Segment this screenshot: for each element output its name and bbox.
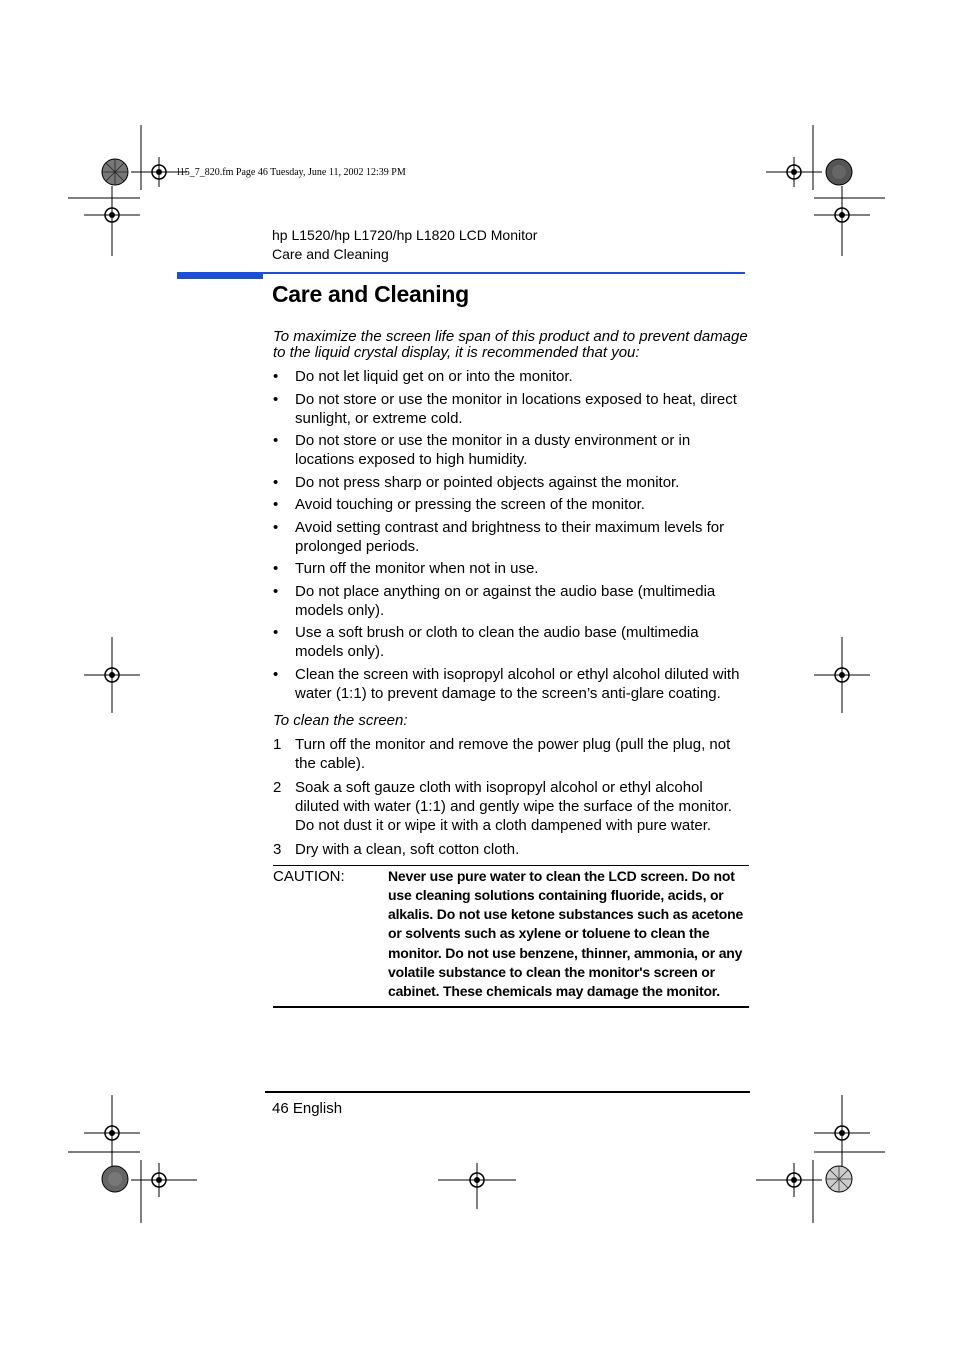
intro-paragraph: To maximize the screen life span of this product and to prevent damage to the liquid crystal display, it is recommended that you:	[273, 328, 748, 361]
bullet-icon: •	[273, 473, 279, 491]
registration-mark-icon	[84, 186, 140, 256]
bullet-icon: •	[273, 582, 279, 600]
file-slug: l15_7_820.fm Page 46 Tuesday, June 11, 2002 12:39 PM	[177, 167, 406, 178]
recommendation-list	[273, 367, 749, 703]
registration-mark-icon	[84, 1095, 140, 1171]
list-item: • Clean the screen with isopropyl alcohol or ethyl alcohol diluted with water (1:1) to prevent damage to the screen’s anti-glare coating.	[273, 665, 740, 702]
bullet-icon: •	[273, 368, 279, 385]
page-footer: 46 English	[272, 1100, 343, 1117]
list-item: • Do not place anything on or against the audio base (multimedia models only).	[273, 582, 716, 619]
step-number: 3	[273, 840, 282, 858]
accent-rule	[263, 272, 745, 274]
bullet-icon: •	[273, 518, 279, 536]
color-rosette-icon	[101, 158, 129, 186]
registration-mark-icon	[814, 186, 870, 256]
running-header-product: hp L1520/hp L1720/hp L1820 LCD Monitor	[272, 227, 538, 243]
bullet-icon: •	[273, 390, 279, 408]
running-header-section: Care and Cleaning	[272, 246, 389, 262]
list-item: • Turn off the monitor when not in use.	[273, 560, 539, 577]
cleaning-steps	[273, 735, 749, 859]
list-item: • Use a soft brush or cloth to clean the audio base (multimedia models only).	[273, 624, 699, 660]
list-item: • Do not store or use the monitor in a dusty environment or in locations exposed to high humidity.	[273, 432, 691, 468]
color-rosette-icon	[825, 158, 853, 186]
list-item: • Do not store or use the monitor in locations exposed to heat, direct sunlight, or extreme cold.	[273, 390, 737, 427]
registration-mark-icon	[438, 1163, 516, 1209]
main-content	[273, 329, 749, 1008]
steps-heading: To clean the screen:	[273, 711, 408, 729]
list-item: • Do not let liquid get on or into the monitor.	[273, 368, 573, 385]
step-number: 2	[273, 778, 282, 796]
accent-bar	[177, 272, 263, 279]
bullet-icon: •	[273, 496, 279, 513]
registration-mark-icon	[756, 1163, 822, 1197]
registration-mark-icon	[814, 637, 870, 713]
footer-rule	[265, 1091, 750, 1093]
bullet-icon: •	[273, 624, 279, 641]
bullet-icon: •	[273, 665, 279, 683]
color-rosette-icon	[101, 1165, 129, 1193]
step-item: 3 Dry with a clean, soft cotton cloth.	[273, 840, 520, 858]
registration-mark-icon	[131, 1163, 197, 1197]
caution-label: CAUTION:	[273, 867, 345, 885]
page-title: Care and Cleaning	[272, 281, 469, 307]
registration-mark-icon	[814, 1095, 870, 1171]
caution-box	[273, 865, 749, 1008]
list-item: • Avoid setting contrast and brightness to their maximum levels for prolonged periods.	[273, 518, 725, 555]
bullet-icon: •	[273, 432, 279, 449]
step-number: 1	[273, 735, 282, 753]
caution-text: Never use pure water to clean the LCD screen. Do not use cleaning solutions containing fluoride, acids, or alkalis. Do not use ketone substances such as acetone or solvents such as xylene or toluene to clean the monitor. Do not use benzene, thinner, ammonia, or any volatile substance to clean the monitor's screen or cabinet. These chemicals may damage the monitor.	[388, 867, 744, 1000]
step-item: 2 Soak a soft gauze cloth with isopropyl alcohol or ethyl alcohol diluted with water (1:1) and gently wipe the surface of the monitor. Do not dust it or wipe it with a cloth dampened with pure water.	[273, 778, 732, 834]
step-item: 1 Turn off the monitor and remove the power plug (pull the plug, not the cable).	[273, 735, 731, 772]
list-item: • Do not press sharp or pointed objects against the monitor.	[273, 473, 680, 491]
bullet-icon: •	[273, 560, 279, 577]
color-rosette-icon	[825, 1165, 853, 1193]
list-item: • Avoid touching or pressing the screen of the monitor.	[273, 496, 645, 513]
registration-mark-icon	[84, 637, 140, 713]
registration-mark-icon	[766, 157, 822, 187]
